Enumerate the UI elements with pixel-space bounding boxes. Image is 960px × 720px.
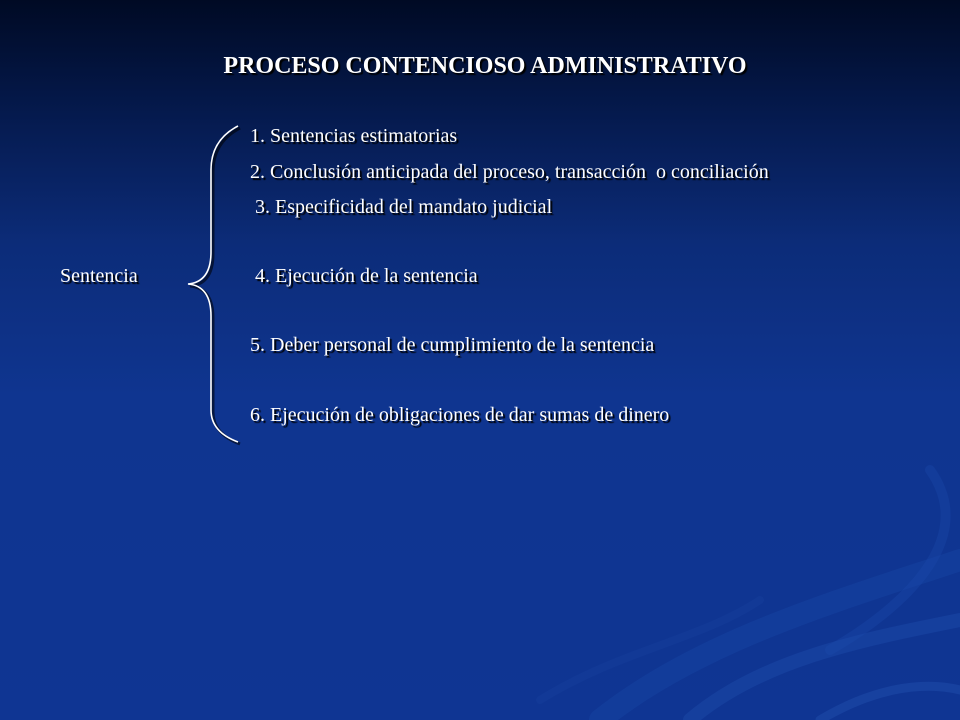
list-item: 6. Ejecución de obligaciones de dar sumas de dinero (250, 404, 670, 426)
list-item: 5. Deber personal de cumplimiento de la sentencia (250, 334, 655, 356)
list-item: 1. Sentencias estimatorias (250, 125, 458, 147)
list-item: 3. Especificidad del mandato judicial (250, 196, 553, 218)
slide-title: PROCESO CONTENCIOSO ADMINISTRATIVO (223, 53, 747, 79)
list-item: 2. Conclusión anticipada del proceso, transacción o conciliación (250, 161, 769, 183)
sentencia-label: Sentencia (60, 265, 138, 287)
list-item: 4. Ejecución de la sentencia (250, 265, 478, 287)
